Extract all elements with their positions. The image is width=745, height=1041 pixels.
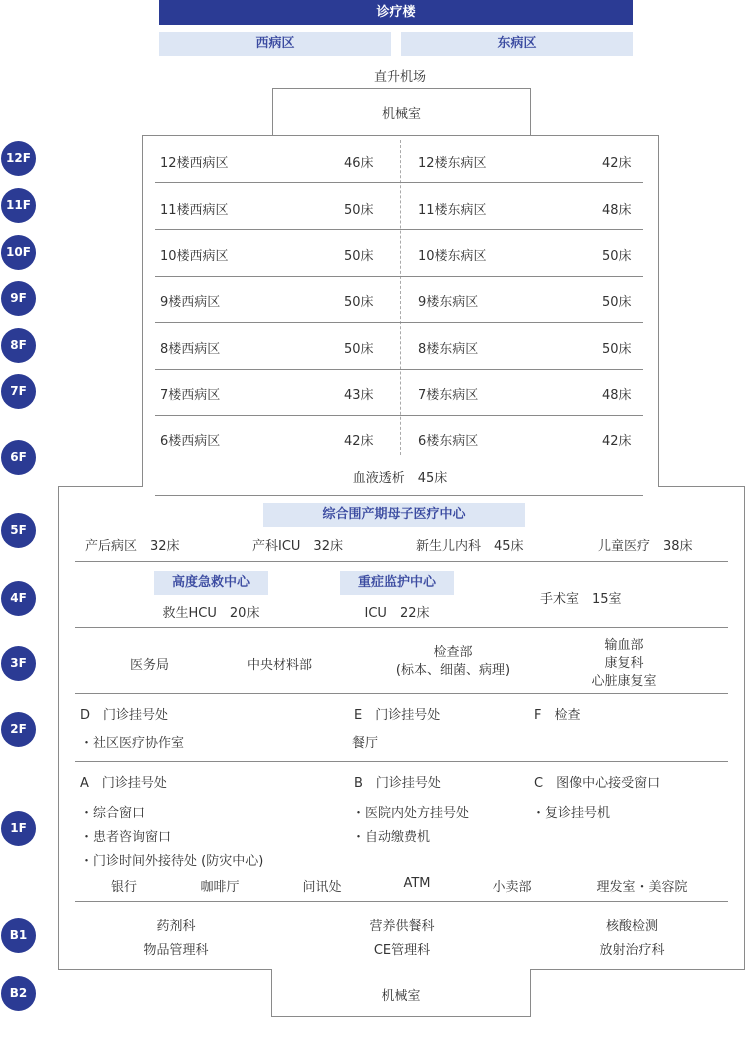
ward-east-beds-12: 42床 (602, 156, 632, 171)
perinatal-center-tag: 综合围产期母子医疗中心 (263, 503, 525, 527)
b1-pharmacy: 药剂科 (156, 919, 196, 934)
f1-revisit-machine: ・复诊挂号机 (532, 806, 611, 821)
b1-nucleic-acid: 核酸检测 (605, 919, 658, 934)
floor-badge-8f: 8F (1, 328, 36, 363)
f5-neonatal: 新生儿内科 45床 (416, 539, 524, 554)
ward-separator (155, 276, 643, 277)
f5-obstetric-icu: 产科ICU 32床 (252, 539, 343, 554)
ward-west-beds-7: 43床 (344, 388, 374, 403)
f3-cardiac-rehab: 心脏康复室 (591, 674, 657, 689)
dialysis-label: 血液透析 45床 (352, 471, 448, 486)
f1-a-registration: A 门诊挂号处 (80, 776, 167, 791)
ward-east-6: 6楼东病区 (418, 434, 479, 449)
ward-east-9: 9楼东病区 (418, 295, 479, 310)
floor-badge-1f: 1F (1, 811, 36, 846)
ward-west-10: 10楼西病区 (160, 249, 229, 264)
b1-radiotherapy: 放射治疗科 (599, 943, 665, 958)
ward-east-beds-6: 42床 (602, 434, 632, 449)
floor-badge-9f: 9F (1, 281, 36, 316)
f3-medical-affairs: 医务局 (130, 658, 170, 673)
floor-separator (75, 627, 728, 628)
ward-divider (400, 140, 401, 455)
top-machine-room-label: 机械室 (381, 107, 421, 122)
ward-separator (155, 229, 643, 230)
ward-west-beds-6: 42床 (344, 434, 374, 449)
f1-prescription: ・医院内处方挂号处 (352, 806, 470, 821)
floor-badge-3f: 3F (1, 646, 36, 681)
ward-east-beds-7: 48床 (602, 388, 632, 403)
podium-top-right (658, 486, 745, 487)
floor-badge-7f: 7F (1, 374, 36, 409)
ward-west-12: 12楼西病区 (160, 156, 229, 171)
floor-separator (75, 693, 728, 694)
ward-east-8: 8楼东病区 (418, 342, 479, 357)
icu-center-tag: 重症监护中心 (340, 571, 454, 595)
f3-rehab: 康复科 (604, 656, 644, 671)
b1-ce-management: CE管理科 (373, 943, 431, 958)
podium-top-left (58, 486, 143, 487)
floor-badge-b1: B1 (1, 918, 36, 953)
ward-separator (155, 182, 643, 183)
floor-badge-11f: 11F (1, 188, 36, 223)
ward-west-9: 9楼西病区 (160, 295, 221, 310)
ward-west-6: 6楼西病区 (160, 434, 221, 449)
f1-b-registration: B 门诊挂号处 (354, 776, 441, 791)
f3-lab-sub: (标本、细菌、病理) (395, 663, 511, 678)
floor-separator (75, 561, 728, 562)
f2-f-exam: F 检查 (534, 708, 581, 723)
b1-supply-management: 物品管理科 (143, 943, 209, 958)
ward-separator (155, 369, 643, 370)
floor-badge-b2: B2 (1, 976, 36, 1011)
ward-west-beds-10: 50床 (344, 249, 374, 264)
ward-east-beds-10: 50床 (602, 249, 632, 264)
f2-d-registration: D 门诊挂号处 (80, 708, 169, 723)
west-ward-header: 西病区 (159, 32, 391, 56)
floor-separator (75, 761, 728, 762)
f1-atm: ATM (403, 876, 431, 891)
f1-payment-machine: ・自动缴费机 (352, 830, 431, 845)
f3-central-supply: 中央材料部 (247, 658, 313, 673)
ward-east-10: 10楼东病区 (418, 249, 487, 264)
ward-east-beds-11: 48床 (602, 203, 632, 218)
bottom-machine-room-label: 机械室 (381, 989, 421, 1004)
ward-west-7: 7楼西病区 (160, 388, 221, 403)
f5-postpartum-ward: 产后病区 32床 (85, 539, 180, 554)
f1-c-imaging: C 图像中心接受窗口 (534, 776, 661, 791)
ward-east-12: 12楼东病区 (418, 156, 487, 171)
ward-separator (155, 322, 643, 323)
f6-f5-separator (155, 495, 643, 496)
f2-community: ・社区医疗协作室 (80, 736, 185, 751)
ward-west-11: 11楼西病区 (160, 203, 229, 218)
f2-restaurant: 餐厅 (352, 736, 379, 751)
f1-general-window: ・综合窗口 (80, 806, 146, 821)
f1-barber: 理发室・美容院 (596, 880, 688, 895)
floor-badge-10f: 10F (1, 235, 36, 270)
f1-after-hours: ・门诊时间外接待处 (防灾中心) (80, 854, 264, 869)
f4-surgery: 手术室 15室 (540, 592, 622, 607)
floor-badge-5f: 5F (1, 513, 36, 548)
floor-separator (75, 901, 728, 902)
ward-west-beds-11: 50床 (344, 203, 374, 218)
building-title: 诊疗楼 (159, 0, 633, 25)
f1-information: 问讯处 (302, 880, 342, 895)
ward-east-beds-9: 50床 (602, 295, 632, 310)
f3-lab-title: 检查部 (433, 645, 473, 660)
f1-cafe: 咖啡厅 (200, 880, 240, 895)
ward-west-beds-9: 50床 (344, 295, 374, 310)
ward-west-beds-12: 46床 (344, 156, 374, 171)
f4-hcu: 救生HCU 20床 (162, 606, 260, 621)
floor-badge-6f: 6F (1, 440, 36, 475)
floor-badge-2f: 2F (1, 712, 36, 747)
f1-patient-consult: ・患者咨询窗口 (80, 830, 172, 845)
ward-east-7: 7楼东病区 (418, 388, 479, 403)
heliport-label: 直升机场 (373, 70, 426, 85)
f1-bank: 银行 (110, 880, 137, 895)
ward-east-11: 11楼东病区 (418, 203, 487, 218)
ward-east-beds-8: 50床 (602, 342, 632, 357)
b1-nutrition: 营养供餐科 (369, 919, 435, 934)
east-ward-header: 东病区 (401, 32, 633, 56)
f2-e-registration: E 门诊挂号处 (354, 708, 441, 723)
f1-shop: 小卖部 (492, 880, 532, 895)
f4-icu: ICU 22床 (364, 606, 430, 621)
f5-pediatrics: 儿童医疗 38床 (598, 539, 693, 554)
podium (58, 486, 745, 970)
floor-badge-4f: 4F (1, 581, 36, 616)
f3-transfusion: 输血部 (604, 638, 644, 653)
ward-west-beds-8: 50床 (344, 342, 374, 357)
ward-west-8: 8楼西病区 (160, 342, 221, 357)
floor-badge-12f: 12F (1, 141, 36, 176)
emergency-center-tag: 高度急救中心 (154, 571, 268, 595)
ward-separator (155, 415, 643, 416)
